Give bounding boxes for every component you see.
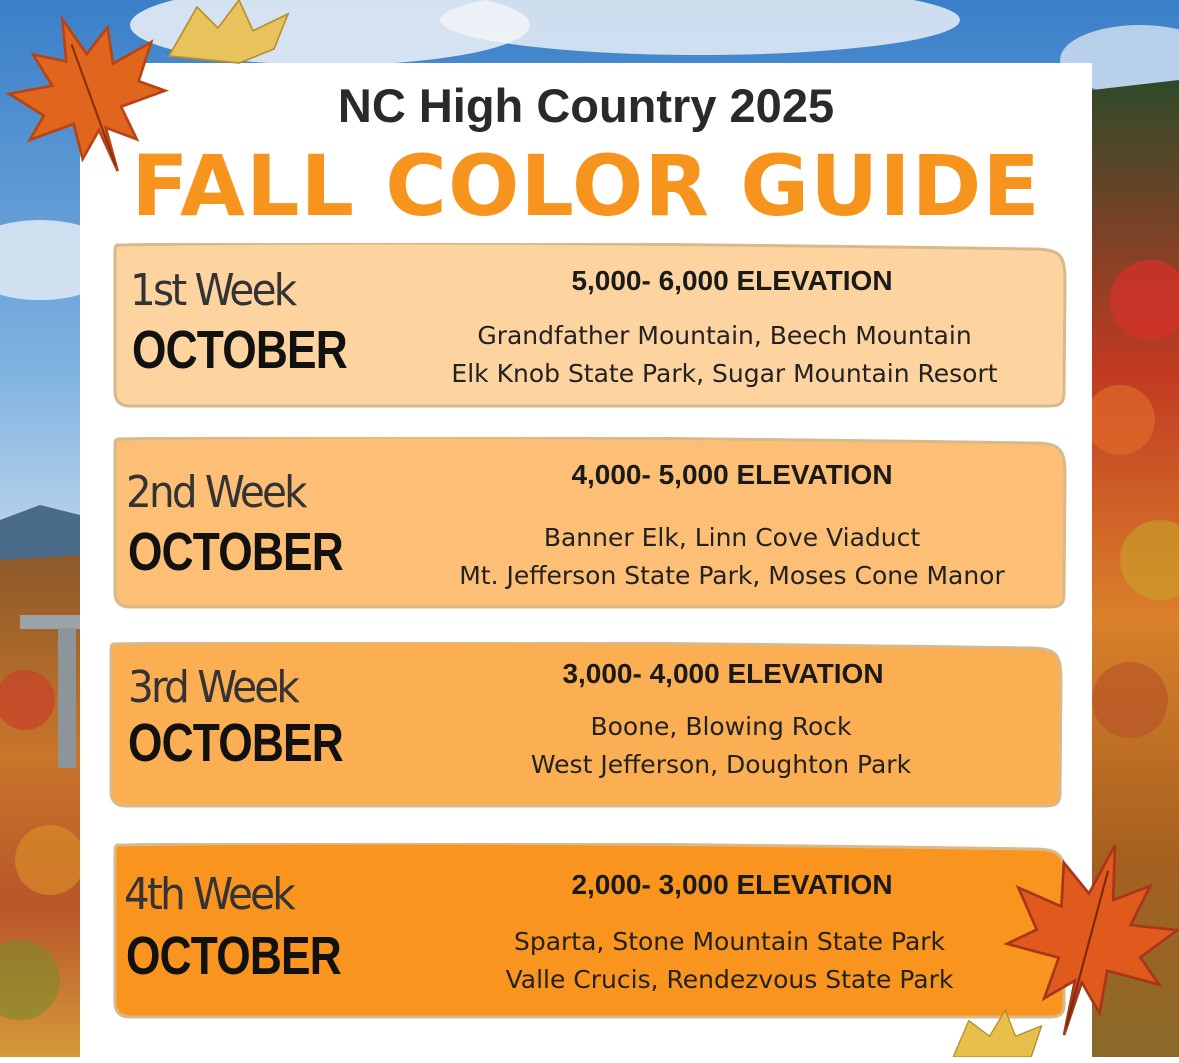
locations-line-1: Sparta, Stone Mountain State Park (513, 927, 946, 956)
month-label: OCTOBER (128, 713, 343, 773)
week-label: 2nd Week (126, 467, 305, 518)
elevation-range: 2,000- 3,000 ELEVATION (571, 869, 893, 900)
locations-line-1: Boone, Blowing Rock (590, 712, 852, 741)
month-label: OCTOBER (132, 320, 347, 380)
locations-line-2: Valle Crucis, Rendezvous State Park (505, 965, 954, 994)
week-row-1 (112, 243, 1067, 408)
week-row-3 (108, 642, 1063, 808)
week-label: 4th Week (124, 869, 293, 920)
page-title: FALL COLOR GUIDE (131, 137, 1041, 235)
month-label: OCTOBER (126, 926, 341, 986)
week-row-2 (112, 437, 1067, 609)
elevation-range: 5,000- 6,000 ELEVATION (571, 265, 893, 296)
locations-line-2: West Jefferson, Doughton Park (530, 750, 912, 779)
week-label: 1st Week (130, 265, 295, 316)
locations-line-1: Grandfather Mountain, Beech Mountain (477, 321, 972, 350)
locations-line-2: Elk Knob State Park, Sugar Mountain Resort (451, 359, 998, 388)
elevation-range: 3,000- 4,000 ELEVATION (562, 658, 884, 689)
month-label: OCTOBER (128, 522, 343, 582)
maple-leaf-icon (150, 0, 300, 70)
week-row-4 (112, 843, 1067, 1019)
week-label: 3rd Week (128, 662, 298, 713)
locations-line-1: Banner Elk, Linn Cove Viaduct (543, 523, 921, 552)
subtitle: NC High Country 2025 (337, 79, 835, 132)
maple-leaf-icon (945, 1005, 1055, 1057)
locations-line-2: Mt. Jefferson State Park, Moses Cone Manor (459, 561, 1005, 590)
elevation-range: 4,000- 5,000 ELEVATION (571, 459, 893, 490)
